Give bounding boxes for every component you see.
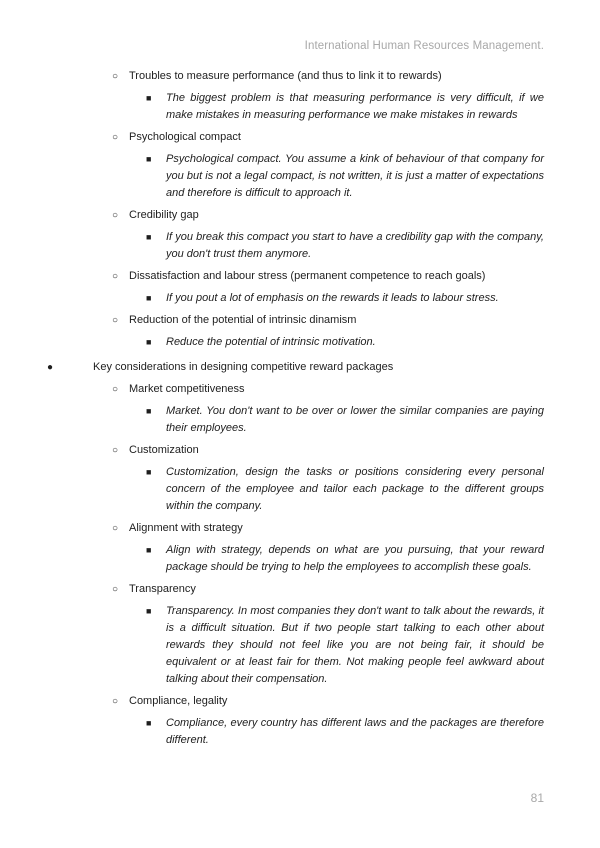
hollow-circle-bullet: ○ — [112, 315, 119, 326]
detail-customization — [146, 464, 544, 515]
subitem-heading: Transparency — [129, 583, 196, 595]
subitem-heading: Compliance, legality — [129, 695, 228, 707]
square-bullet: ■ — [146, 232, 152, 242]
detail-alignment-with-strategy — [146, 542, 544, 576]
subitem-heading: Credibility gap — [129, 209, 199, 221]
detail-text: The biggest problem is that measuring performance is very difficult, if we make mistakes in measuring performance we make mistakes in rewards — [166, 92, 544, 121]
subitem-dissatisfaction-labour-stress — [112, 268, 544, 285]
subitem-customization — [112, 442, 544, 459]
hollow-circle-bullet: ○ — [112, 523, 119, 534]
subitem-heading: Market competitiveness — [129, 383, 245, 395]
hollow-circle-bullet: ○ — [112, 132, 119, 143]
hollow-circle-bullet: ○ — [112, 445, 119, 456]
square-bullet: ■ — [146, 337, 152, 347]
detail-compliance-legality — [146, 715, 544, 749]
square-bullet: ■ — [146, 467, 152, 477]
running-header: International Human Resources Management. — [304, 40, 544, 52]
subitem-intrinsic-dinamism — [112, 312, 544, 329]
detail-text: If you break this compact you start to have a credibility gap with the company, you don't trust them anymore. — [166, 231, 544, 260]
hollow-circle-bullet: ○ — [112, 271, 119, 282]
subitem-heading: Psychological compact — [129, 131, 241, 143]
subitem-heading: Dissatisfaction and labour stress (permanent competence to reach goals) — [129, 270, 486, 282]
detail-troubles-measure-performance — [146, 90, 544, 124]
detail-credibility-gap — [146, 229, 544, 263]
square-bullet: ■ — [146, 606, 152, 616]
square-bullet: ■ — [146, 293, 152, 303]
subitem-psychological-compact — [112, 129, 544, 146]
detail-text: If you pout a lot of emphasis on the rewards it leads to labour stress. — [166, 292, 499, 304]
square-bullet: ■ — [146, 93, 152, 103]
detail-text: Compliance, every country has different laws and the packages are therefore different. — [166, 717, 544, 746]
square-bullet: ■ — [146, 154, 152, 164]
subitem-alignment-with-strategy — [112, 520, 544, 537]
subitem-transparency — [112, 581, 544, 598]
square-bullet: ■ — [146, 718, 152, 728]
key-considerations-heading — [47, 359, 544, 376]
subitem-heading: Troubles to measure performance (and thus to link it to rewards) — [129, 70, 442, 82]
subitem-market-competitiveness — [112, 381, 544, 398]
detail-text: Transparency. In most companies they don't want to talk about the rewards, it is a difficult situation. But if two people start talking to each other about rewards they should not feel like you are not being fair, it should be equivalent or at least fair for them. Not making people feel awkward about talking about their compensation. — [166, 605, 544, 685]
page-number: 81 — [530, 791, 544, 805]
detail-text: Reduce the potential of intrinsic motivation. — [166, 336, 376, 348]
detail-market-competitiveness — [146, 403, 544, 437]
subitem-heading: Customization — [129, 444, 199, 456]
detail-text: Market. You don't want to be over or lower the similar companies are paying their employees. — [166, 405, 544, 434]
hollow-circle-bullet: ○ — [112, 584, 119, 595]
subitem-compliance-legality — [112, 693, 544, 710]
hollow-circle-bullet: ○ — [112, 384, 119, 395]
detail-text: Align with strategy, depends on what are you pursuing, that your reward package should be trying to help the employees to accomplish these goals. — [166, 544, 544, 573]
subitem-heading: Reduction of the potential of intrinsic dinamism — [129, 314, 357, 326]
subitem-credibility-gap — [112, 207, 544, 224]
subitem-heading: Alignment with strategy — [129, 522, 243, 534]
filled-circle-bullet: ● — [47, 362, 54, 373]
detail-transparency — [146, 603, 544, 688]
detail-text: Customization, design the tasks or positions considering every personal concern of the employee and tailor each package to the different groups within the company. — [166, 466, 544, 512]
section-title: Key considerations in designing competitive reward packages — [93, 361, 394, 373]
square-bullet: ■ — [146, 406, 152, 416]
detail-dissatisfaction-labour-stress — [146, 290, 544, 307]
subitem-troubles-measure-performance — [112, 68, 544, 85]
hollow-circle-bullet: ○ — [112, 71, 119, 82]
detail-psychological-compact — [146, 151, 544, 202]
document-body — [0, 68, 600, 751]
square-bullet: ■ — [146, 545, 152, 555]
hollow-circle-bullet: ○ — [112, 696, 119, 707]
detail-text: Psychological compact. You assume a kink of behaviour of that company for you but is not a legal compact, is not written, it is just a matter of expectations and therefore is difficult to approach it. — [166, 153, 544, 199]
hollow-circle-bullet: ○ — [112, 210, 119, 221]
detail-intrinsic-dinamism — [146, 334, 544, 351]
